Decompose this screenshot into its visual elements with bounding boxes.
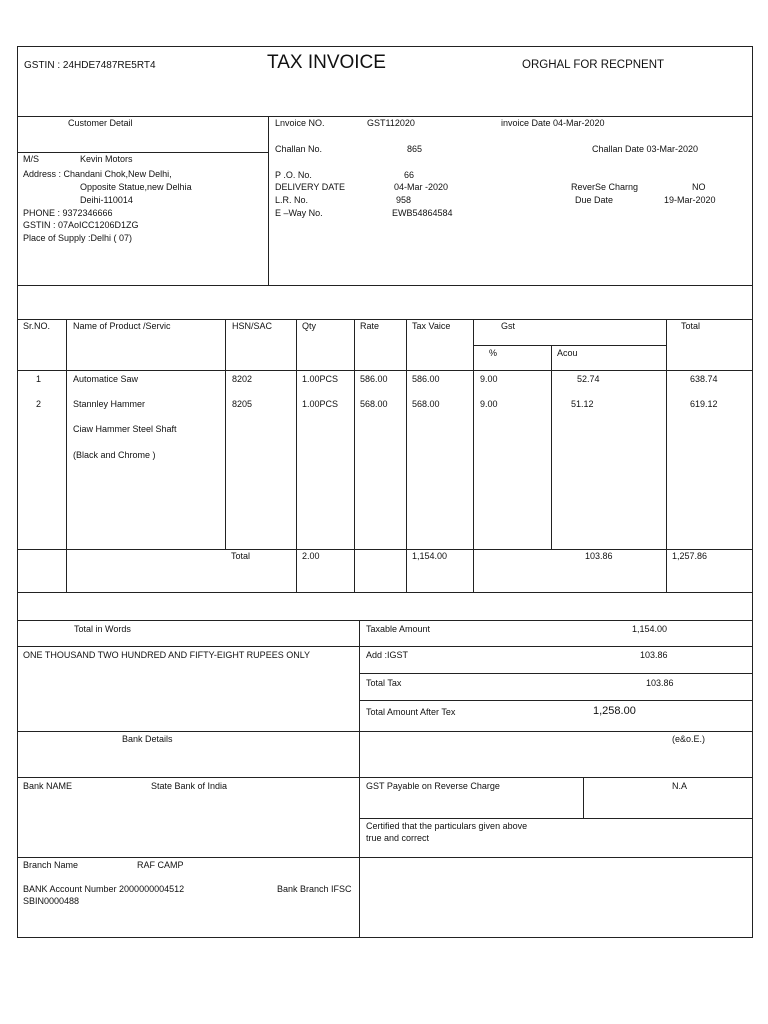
row-gst-pct: 9.00: [480, 399, 498, 409]
bank-ifsc-label: Bank Branch IFSC: [277, 884, 352, 894]
row-rate: 568.00: [360, 399, 388, 409]
row-gst-pct: 9.00: [480, 374, 498, 384]
amount-after-tax-value: 1,258.00: [593, 705, 636, 717]
lr-no: 958: [396, 195, 412, 205]
seller-gstin: GSTIN : 24HDE7487RE5RT4: [24, 60, 156, 71]
row-rate: 586.00: [360, 374, 388, 384]
customer-name: Kevin Motors: [80, 154, 133, 164]
customer-address-line-2: Opposite Statue,new Delhia: [80, 182, 192, 192]
col-header-taxable: Tax Vaice: [412, 321, 451, 331]
igst-label: Add :IGST: [366, 650, 409, 660]
customer-phone: PHONE : 9372346666: [23, 208, 113, 218]
copy-label: ORGHAL FOR RECPNENT: [522, 59, 665, 71]
bank-account-number: BANK Account Number 2000000004512: [23, 884, 185, 894]
total-tax-label: Total Tax: [366, 678, 402, 688]
certification-line-1: Certified that the particulars given above: [366, 821, 528, 831]
total-in-words-value: ONE THOUSAND TWO HUNDRED AND FIFTY-EIGHT RUPEES ONLY: [23, 650, 311, 660]
row-total: 619.12: [690, 399, 718, 409]
taxable-amount-value: 1,154.00: [632, 624, 668, 634]
product-description-line: (Black and Chrome ): [73, 450, 156, 460]
row-total: 638.74: [690, 374, 718, 384]
due-date: 19-Mar-2020: [664, 195, 716, 205]
total-row-gst-amt: 103.86: [585, 551, 613, 561]
row-product: Stannley Hammer: [73, 399, 146, 409]
customer-heading: Customer Detail: [68, 118, 133, 128]
row-sr: 2: [36, 399, 42, 409]
row-taxable: 586.00: [412, 374, 440, 384]
row-gst-amt: 52.74: [577, 374, 600, 384]
invoice-date: invoice Date 04-Mar-2020: [501, 118, 605, 128]
total-row-qty: 2.00: [302, 551, 320, 561]
invoice-no: GST112020: [367, 118, 415, 128]
row-gst-amt: 51.12: [571, 399, 594, 409]
row-hsn: 8202: [232, 374, 253, 384]
row-qty: 1.00PCS: [302, 374, 339, 384]
bank-details-heading: Bank Details: [122, 734, 173, 744]
igst-value: 103.86: [640, 650, 668, 660]
due-date-label: Due Date: [575, 195, 614, 205]
place-of-supply: Place of Supply :Delhi ( 07): [23, 233, 133, 243]
reverse-charge-label: ReverSe Charng: [571, 182, 639, 192]
bank-ifsc-value: SBIN0000488: [23, 896, 80, 906]
challan-no-label: Challan No.: [275, 144, 323, 154]
col-header-sr: Sr.NO.: [23, 321, 51, 331]
challan-date: Challan Date 03-Mar-2020: [592, 144, 699, 154]
row-hsn: 8205: [232, 399, 253, 409]
row-product: Automatice Saw: [73, 374, 139, 384]
po-label: P .O. No.: [275, 170, 312, 180]
total-row-total: 1,257.86: [672, 551, 708, 561]
reverse-charge-value: NO: [692, 182, 706, 192]
eoe-note: (e&o.E.): [672, 734, 706, 744]
col-header-gst: Gst: [501, 321, 516, 331]
col-header-gst-amt: Acou: [557, 348, 578, 358]
eway-no: EWB54864584: [392, 208, 453, 218]
row-qty: 1.00PCS: [302, 399, 339, 409]
customer-gstin: GSTIN : 07AoICC1206D1ZG: [23, 220, 139, 230]
total-in-words-label: Total in Words: [74, 624, 131, 634]
po-no: 66: [404, 170, 415, 180]
col-header-hsn: HSN/SAC: [232, 321, 273, 331]
reverse-charge-payable-label: GST Payable on Reverse Charge: [366, 781, 500, 791]
bank-name-label: Bank NAME: [23, 781, 73, 791]
ms-label: M/S: [23, 154, 40, 164]
lr-label: L.R. No.: [275, 195, 309, 205]
col-header-product: Name of Product /Servic: [73, 321, 171, 331]
row-sr: 1: [36, 374, 42, 384]
delivery-date-label: DELIVERY DATE: [275, 182, 346, 192]
amount-after-tax-label: Total Amount After Tex: [366, 707, 456, 717]
bank-name-value: State Bank of India: [151, 781, 228, 791]
eway-label: E –Way No.: [275, 208, 323, 218]
total-tax-value: 103.86: [646, 678, 674, 688]
invoice-no-label: Lnvoice NO.: [275, 118, 325, 128]
challan-no: 865: [407, 144, 423, 154]
branch-name-value: RAF CAMP: [137, 860, 184, 870]
reverse-charge-payable-value: N.A: [672, 781, 688, 791]
delivery-date: 04-Mar -2020: [394, 182, 449, 192]
branch-name-label: Branch Name: [23, 860, 79, 870]
certification-line-2: true and correct: [366, 833, 430, 843]
row-taxable: 568.00: [412, 399, 440, 409]
customer-address-line-1: Address : Chandani Chok,New Delhi,: [23, 169, 172, 179]
total-row-taxable: 1,154.00: [412, 551, 448, 561]
col-header-rate: Rate: [360, 321, 380, 331]
page-title: TAX INVOICE: [267, 52, 386, 73]
col-header-qty: Qty: [302, 321, 317, 331]
col-header-gst-pct: %: [489, 348, 498, 358]
customer-address-line-3: Deihi-110014: [80, 195, 133, 205]
product-description-line: Ciaw Hammer Steel Shaft: [73, 424, 177, 434]
taxable-amount-label: Taxable Amount: [366, 624, 431, 634]
total-row-label: Total: [231, 551, 251, 561]
col-header-total: Total: [681, 321, 701, 331]
